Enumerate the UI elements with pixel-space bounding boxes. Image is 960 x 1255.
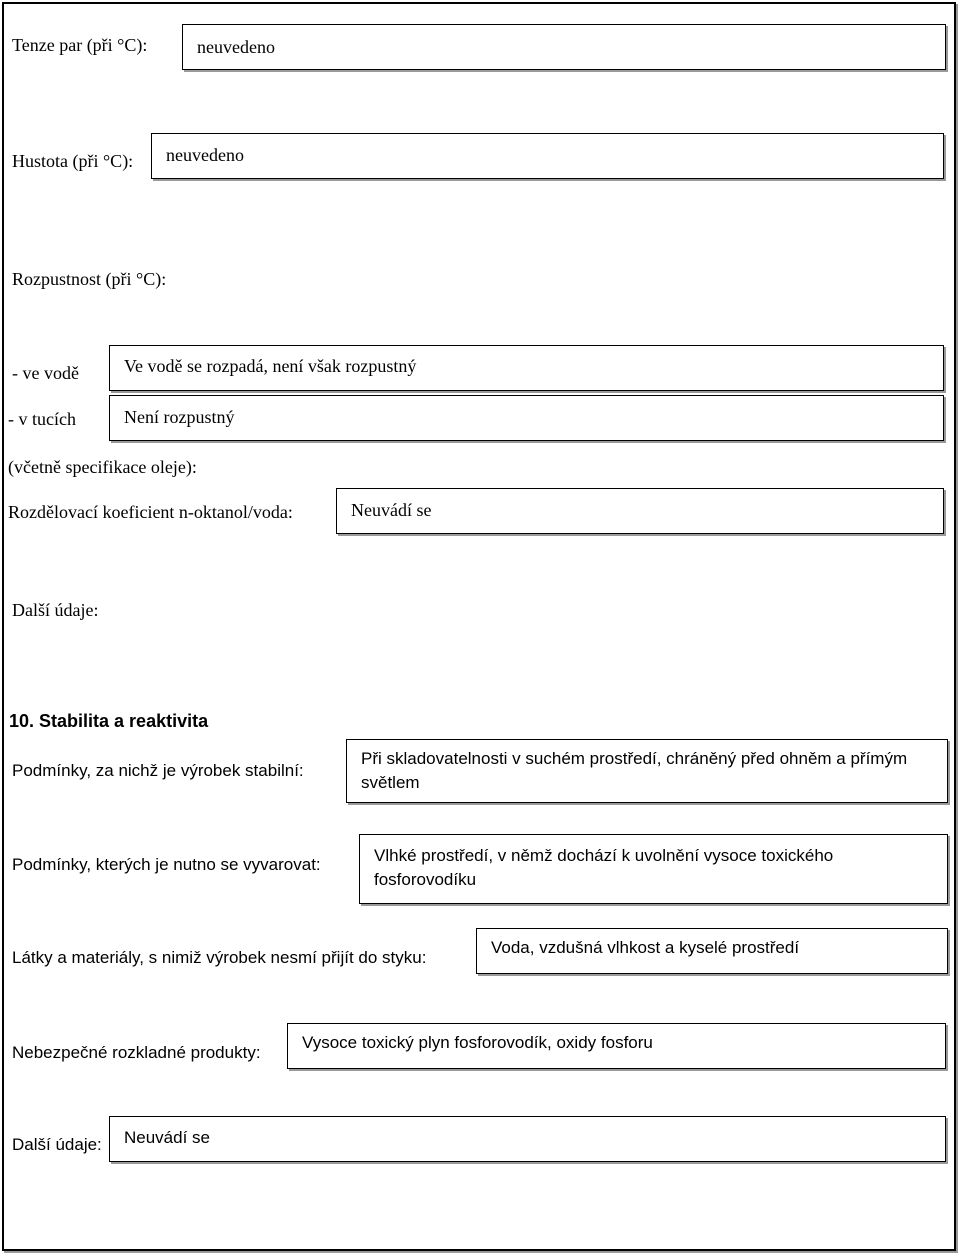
vapor-pressure-label: Tenze par (při °C): bbox=[12, 35, 148, 55]
section-10-other-field[interactable]: Neuvádí se bbox=[109, 1116, 946, 1162]
section-10-heading: 10. Stabilita a reaktivita bbox=[9, 711, 209, 731]
solubility-water-label: - ve vodě bbox=[12, 363, 79, 383]
solubility-label: Rozpustnost (při °C): bbox=[12, 269, 167, 289]
decomposition-products-field[interactable]: Vysoce toxický plyn fosforovodík, oxidy fosforu bbox=[287, 1023, 946, 1069]
avoid-conditions-label: Podmínky, kterých je nutno se vyvarovat: bbox=[12, 855, 321, 874]
density-field[interactable]: neuvedeno bbox=[151, 133, 944, 179]
vapor-pressure-field[interactable]: neuvedeno bbox=[182, 24, 946, 70]
solubility-fats-field[interactable]: Není rozpustný bbox=[109, 395, 944, 441]
stable-conditions-label: Podmínky, za nichž je výrobek stabilní: bbox=[12, 761, 304, 780]
partition-label: Rozdělovací koeficient n-oktanol/voda: bbox=[8, 502, 293, 522]
decomposition-products-label: Nebezpečné rozkladné produkty: bbox=[12, 1043, 261, 1062]
incompatible-materials-label: Látky a materiály, s nimiž výrobek nesmí přijít do styku: bbox=[12, 948, 427, 967]
partition-field[interactable]: Neuvádí se bbox=[336, 488, 944, 534]
solubility-water-field[interactable]: Ve vodě se rozpadá, není však rozpustný bbox=[109, 345, 944, 391]
incompatible-materials-field[interactable]: Voda, vzdušná vlhkost a kyselé prostředí bbox=[476, 928, 948, 974]
stable-conditions-field[interactable]: Při skladovatelnosti v suchém prostředí, chráněný před ohněm a přímým světlem bbox=[346, 739, 948, 803]
solubility-fats-label: - v tucích bbox=[8, 409, 76, 429]
section-10-other-label: Další údaje: bbox=[12, 1135, 102, 1154]
avoid-conditions-field[interactable]: Vlhké prostředí, v němž dochází k uvolnění vysoce toxického fosforovodíku bbox=[359, 834, 948, 904]
other-data-label: Další údaje: bbox=[12, 600, 99, 620]
document-page bbox=[2, 2, 956, 1251]
oil-spec-label: (včetně specifikace oleje): bbox=[8, 457, 197, 477]
density-label: Hustota (při °C): bbox=[12, 151, 134, 171]
